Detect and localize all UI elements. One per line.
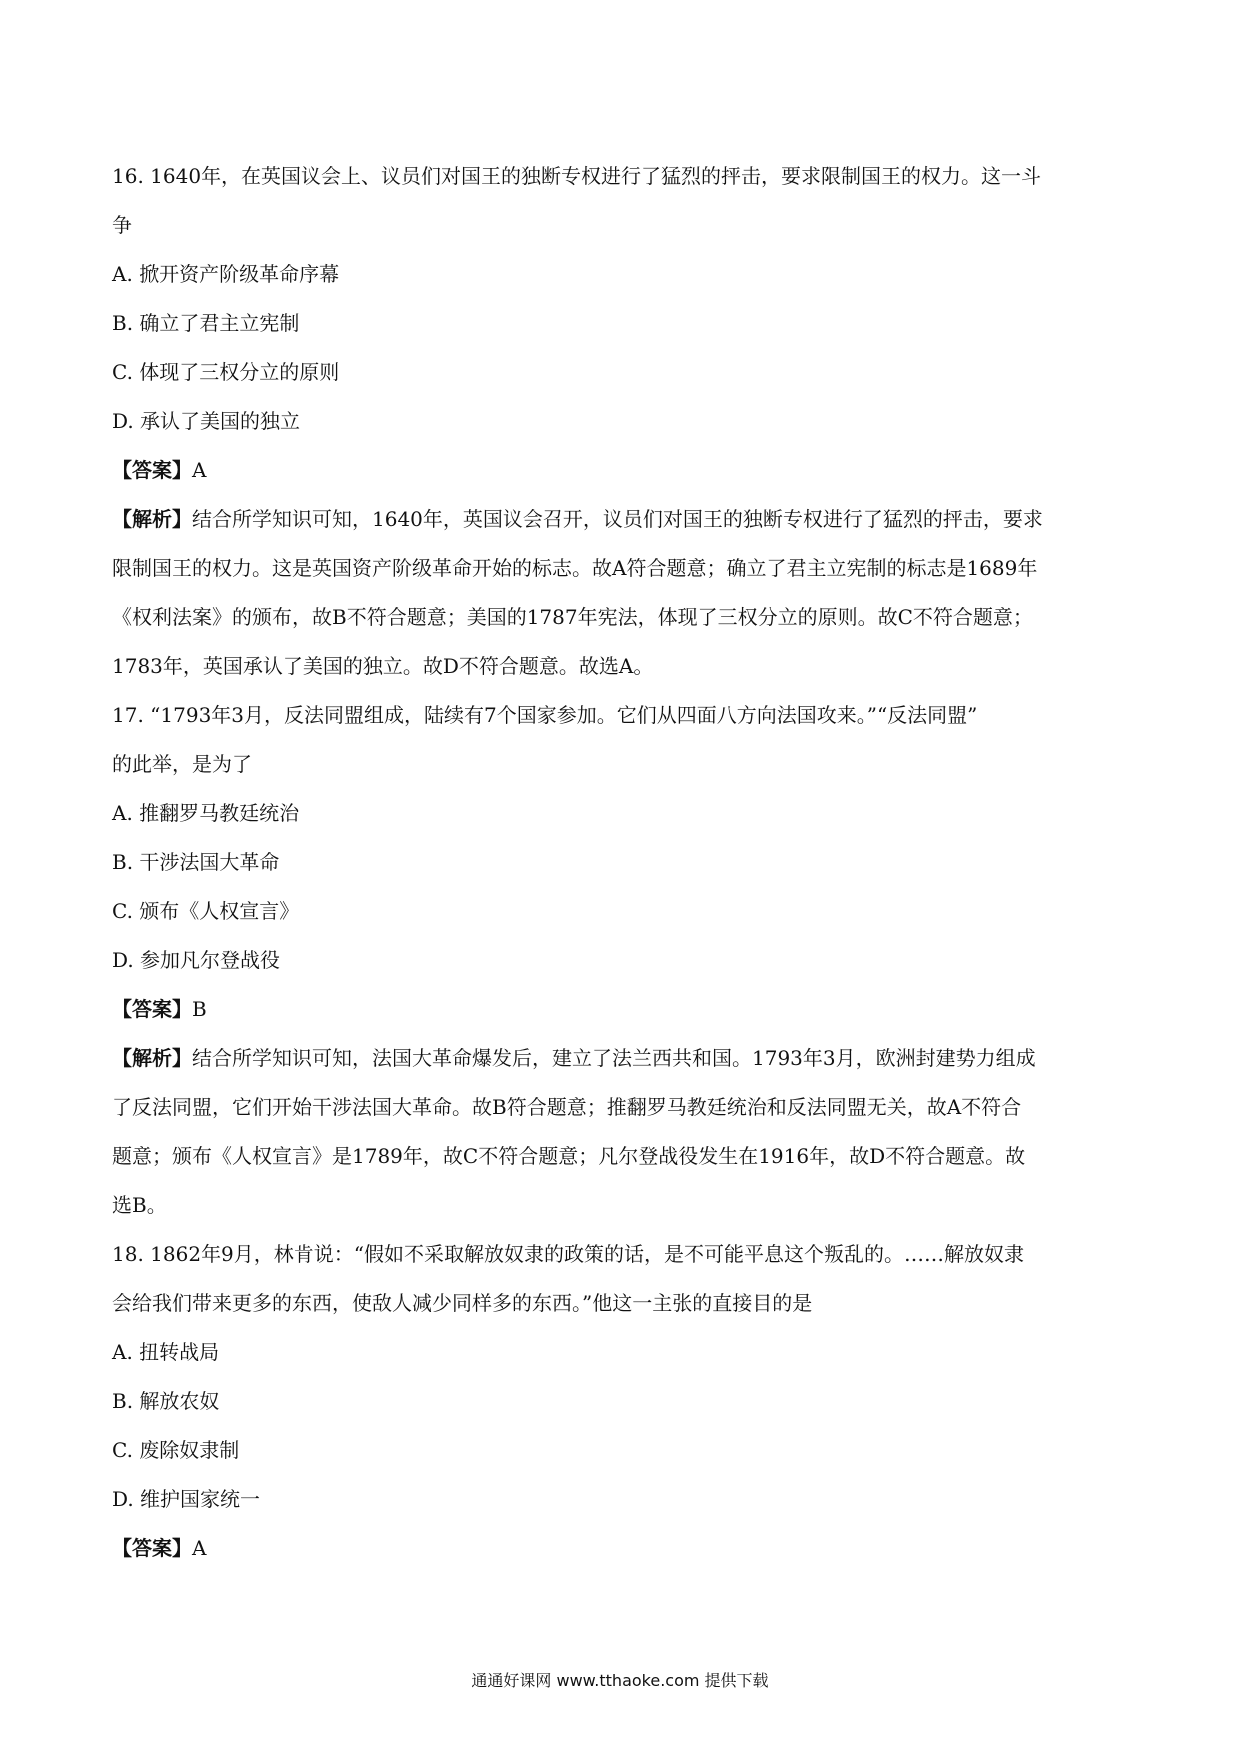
answer-value: A — [192, 458, 207, 482]
option-a: A. 扭转战局 — [112, 1340, 220, 1364]
question-17 — [112, 691, 1132, 1230]
analysis-text: 结合所学知识可知，法国大革命爆发后，建立了法兰西共和国。1793年3月，欧洲封建势力组成 — [192, 1046, 1036, 1070]
answer-line — [112, 985, 1132, 1034]
analysis-tag: 【解析】 — [112, 1046, 192, 1070]
answer-value: A — [192, 1536, 207, 1560]
question-16 — [112, 152, 1132, 691]
analysis-text: 结合所学知识可知，1640年，英国议会召开，议员们对国王的独断专权进行了猛烈的抨击，要求 — [192, 507, 1043, 531]
analysis-line — [112, 1034, 1132, 1083]
answer-tag: 【答案】 — [112, 458, 192, 482]
analysis-line: 选B。 — [112, 1193, 167, 1217]
option-c: C. 废除奴隶制 — [112, 1438, 240, 1462]
answer-tag: 【答案】 — [112, 997, 192, 1021]
option-b: B. 确立了君主立宪制 — [112, 311, 300, 335]
analysis-tag: 【解析】 — [112, 507, 192, 531]
footer: 通通好课网 www.tthaoke.com 提供下载 — [471, 1671, 769, 1690]
option-a: A. 推翻罗马教廷统治 — [112, 801, 300, 825]
option-d: D. 参加凡尔登战役 — [112, 948, 281, 972]
answer-line — [112, 446, 1132, 495]
option-d: D. 承认了美国的独立 — [112, 409, 301, 433]
answer-line — [112, 1524, 1132, 1573]
answer-tag: 【答案】 — [112, 1536, 192, 1560]
question-18 — [112, 1230, 1132, 1573]
question-stem-line: 的此举，是为了 — [112, 752, 252, 776]
analysis-line: 了反法同盟，它们开始干涉法国大革命。故B符合题意；推翻罗马教廷统治和反法同盟无关，故A不符合 — [112, 1095, 1022, 1119]
analysis-line — [112, 495, 1132, 544]
option-b: B. 干涉法国大革命 — [112, 850, 280, 874]
analysis-line: 《权利法案》的颁布，故B不符合题意；美国的1787年宪法，体现了三权分立的原则。故C不符合题意； — [112, 605, 1033, 629]
page-content — [112, 152, 1132, 1573]
question-stem-line: 争 — [112, 213, 132, 237]
option-b: B. 解放农奴 — [112, 1389, 220, 1413]
question-stem-line: 16. 1640年，在英国议会上、议员们对国王的独断专权进行了猛烈的抨击，要求限制国王的权力。这一斗 — [112, 164, 1042, 188]
option-a: A. 掀开资产阶级革命序幕 — [112, 262, 340, 286]
option-d: D. 维护国家统一 — [112, 1487, 261, 1511]
question-stem-line: 18. 1862年9月，林肯说：“假如不采取解放奴隶的政策的话，是不可能平息这个叛乱的。……解放奴隶 — [112, 1242, 1025, 1266]
question-stem-line: 会给我们带来更多的东西，使敌人减少同样多的东西。”他这一主张的直接目的是 — [112, 1291, 813, 1315]
option-c: C. 体现了三权分立的原则 — [112, 360, 340, 384]
analysis-line: 题意；颁布《人权宣言》是1789年，故C不符合题意；凡尔登战役发生在1916年，故D不符合题意。故 — [112, 1144, 1026, 1168]
analysis-line: 1783年，英国承认了美国的独立。故D不符合题意。故选A。 — [112, 654, 654, 678]
analysis-line: 限制国王的权力。这是英国资产阶级革命开始的标志。故A符合题意；确立了君主立宪制的标志是1689年 — [112, 556, 1038, 580]
answer-value: B — [192, 997, 207, 1021]
option-c: C. 颁布《人权宣言》 — [112, 899, 300, 923]
question-stem-line: 17. “1793年3月，反法同盟组成，陆续有7个国家参加。它们从四面八方向法国攻来。”“反法同盟” — [112, 703, 978, 727]
